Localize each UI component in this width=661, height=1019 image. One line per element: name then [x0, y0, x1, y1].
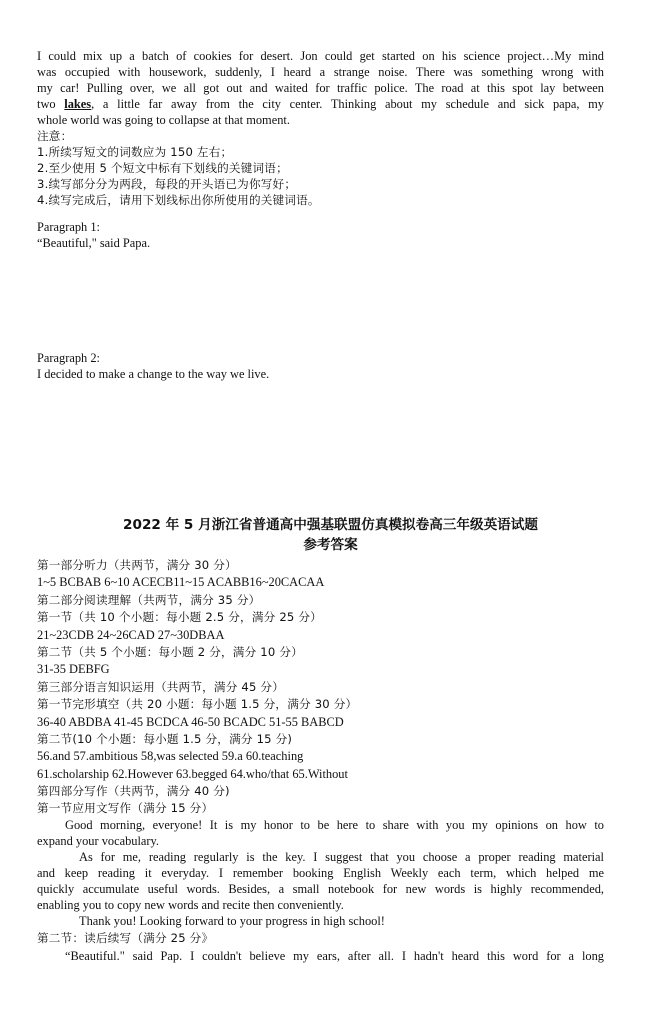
continuation-heading: 第二节：读后续写（满分 25 分》: [37, 931, 214, 945]
story-line-4-start: two: [37, 97, 65, 111]
answer-line: 21~23CDB 24~26CAD 27~30DBAA: [37, 627, 225, 642]
paragraph-2-opening: I decided to make a change to the way we live.: [37, 367, 270, 381]
story-excerpt: [37, 48, 604, 128]
answer-line: 36-40 ABDBA 41-45 BCDCA 46-50 BCADC 51-55 BABCD: [37, 714, 344, 729]
answer-line: 第一部分听力（共两节，满分 30 分）: [37, 558, 237, 572]
paragraph-1: [37, 219, 604, 251]
notes-section: [37, 128, 604, 208]
answer-line: 第一节完形填空（共 20 小题：每小题 1.5 分，满分 30 分）: [37, 697, 358, 712]
note-item: 3.续写部分分为两段，每段的开头语已为你写好；: [37, 177, 297, 191]
answer-key-subtitle: 参考答案: [303, 537, 358, 553]
answer-line: 第三部分语言知识运用（共两节，满分 45 分）: [37, 679, 285, 694]
keyword-lakes: lakes: [64, 97, 92, 111]
paragraph-1-opening: “Beautiful," said Papa.: [37, 236, 151, 250]
note-item: 4.续写完成后，请用下划线标出你所使用的关键词语。: [37, 193, 320, 207]
essay-p2-line4: enabling you to copy new words and recite then conveniently.: [37, 898, 344, 912]
essay-p2-line2: and keep reading it everyday. I remember booking English Weekly each term, which helped me: [37, 866, 604, 880]
answer-line: 第二部分阅读理解（共两节，满分 35 分）: [37, 592, 261, 607]
answer-line: 第一节（共 10 个小题：每小题 2.5 分，满分 25 分）: [37, 610, 322, 625]
paragraph-1-label: Paragraph 1:: [37, 220, 100, 234]
answer-line: 61.scholarship 62.However 63.begged 64.who/that 65.Without: [37, 766, 348, 781]
answer-line: 第二节(10 个小题：每小题 1.5 分，满分 15 分): [37, 731, 293, 746]
answer-key-body: [37, 557, 604, 818]
continuation-section: [37, 930, 604, 964]
answer-key-title: 2022 年 5 月浙江省普通高中强基联盟仿真模拟卷高三年级英语试题: [123, 517, 538, 533]
notes-heading: 注意：: [37, 129, 73, 143]
essay-p2-line3: quickly accumulate useful words. Besides, a small notebook for new words is highly recommended,: [37, 882, 604, 896]
essay-p2-line1: As for me, reading regularly is the key. I suggest that you choose a proper reading material: [79, 850, 604, 864]
answer-line: 第四部分写作（共两节，满分 40 分): [37, 784, 230, 799]
answer-line: 1~5 BCBAB 6~10 ACECB11~15 ACABB16~20CACAA: [37, 575, 325, 590]
note-item: 2.至少使用 5 个短文中标有下划线的关键词语；: [37, 161, 288, 175]
essay-p3-line1: Thank you! Looking forward to your progress in high school!: [79, 914, 385, 928]
story-line-4: [37, 96, 604, 112]
sample-essay: [37, 817, 604, 929]
essay-p1-line1: Good morning, everyone! It is my honor to be here to share with you my opinions on how to: [65, 818, 604, 832]
answer-line: 31-35 DEBFG: [37, 662, 110, 677]
continuation-line-1: “Beautiful." said Pap. I couldn't believe my ears, after all. I hadn't heard this word for a long: [65, 949, 604, 963]
story-line-4-end: , a little far away from the city center. Thinking about my schedule and sick papa, my: [91, 97, 604, 111]
story-line-3: my car! Pulling over, we all got out and waited for traffic police. The road at this spot lay between: [37, 81, 604, 95]
story-line-5: whole world was going to collapse at that moment.: [37, 113, 290, 127]
essay-p1-line2: expand your vocabulary.: [37, 834, 160, 848]
story-line-2: was occupied with housework, suddenly, I heard a strange noise. There was something wrong with: [37, 65, 604, 79]
answer-line: 第一节应用文写作（满分 15 分）: [37, 801, 214, 816]
paragraph-2-label: Paragraph 2:: [37, 351, 100, 365]
answer-line: 第二节（共 5 个小题：每小题 2 分，满分 10 分）: [37, 644, 303, 659]
answer-line: 56.and 57.ambitious 58,was selected 59.a 60.teaching: [37, 749, 304, 764]
paragraph-2: [37, 350, 604, 382]
story-line-1: I could mix up a batch of cookies for desert. Jon could get started on his science project…My mind: [37, 49, 604, 63]
note-item: 1.所续写短文的词数应为 150 左右；: [37, 145, 233, 159]
